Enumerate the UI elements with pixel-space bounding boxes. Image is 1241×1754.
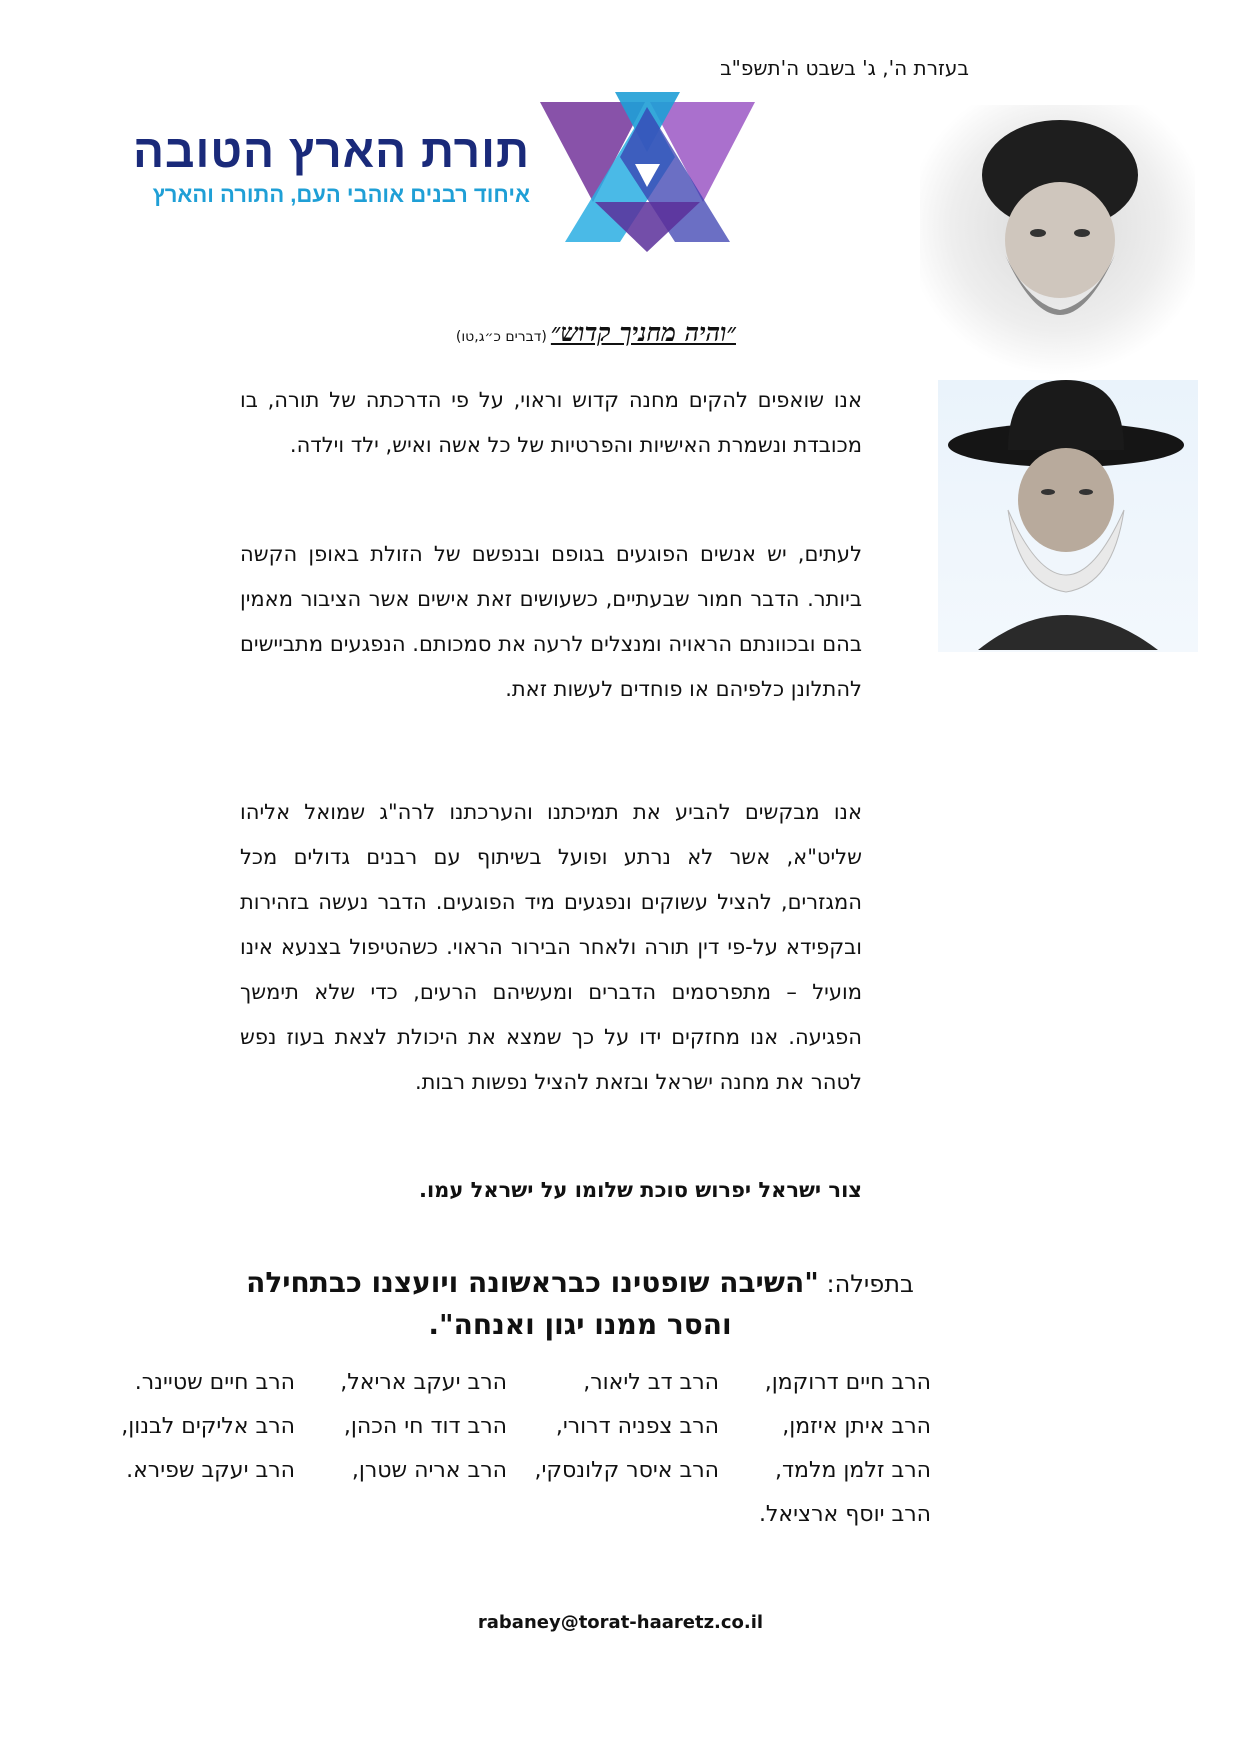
signatory: הרב זלמן מלמד, [775, 1458, 931, 1483]
closing-blessing: צור ישראל יפרוש סוכת שלומו על ישראל עמו. [418, 1178, 862, 1202]
contact-email[interactable]: rabaney@torat-haaretz.co.il [477, 1612, 764, 1633]
signatory-row [83, 1370, 931, 1414]
logo-subtitle: איחוד רבנים אוהבי העם, התורה והארץ [152, 182, 530, 207]
signatory: הרב חיים שטיינר. [134, 1370, 295, 1395]
prayer-quote: "השיבה שופטינו כבראשונה ויועצנו כבתחילה והסר ממנו יגון ואנחה". [246, 1266, 819, 1341]
signatory-row [83, 1502, 931, 1546]
title-reference: (דברים כ״ג,טו) [455, 329, 547, 345]
rabbi-portrait-top [920, 105, 1195, 375]
signatory-row [83, 1458, 931, 1502]
signatory: הרב צפניה דרורי, [555, 1414, 719, 1439]
signatory-row [83, 1414, 931, 1458]
rabbi-portrait-bottom [938, 380, 1198, 652]
title-main: ״והיה מחניך קדוש״ [550, 318, 736, 347]
prayer-label: בתפילה: [818, 1270, 914, 1298]
signatory: הרב חיים דרוקמן, [764, 1370, 931, 1395]
signatories-list [83, 1370, 931, 1546]
signatory: הרב אריה שטרן, [351, 1458, 507, 1483]
paragraph-2: לעתים, יש אנשים הפוגעים בגופם ובנפשם של הזולת באופן הקשה ביותר. הדבר חמור שבעתיים, כשעושים זאת אישים אשר הציבור מאמין בהם ובכוונתם הראויה ומנצלים לרעה את סמכותם. הנפגעים מתביישים להתלונן כלפיהם או פוחדים לעשות זאת. [240, 542, 862, 701]
signatory: הרב דוד חי הכהן, [343, 1414, 507, 1439]
signatory: הרב איסר קלונסקי, [534, 1458, 719, 1483]
page-title [456, 318, 736, 348]
signatory: הרב יעקב שפירא. [126, 1458, 295, 1483]
signatory: הרב דב ליאור, [583, 1370, 719, 1395]
logo-title: תורת הארץ הטובה [132, 125, 530, 177]
organization-logo [132, 92, 760, 252]
paragraph-3: אנו מבקשים להביע את תמיכתנו והערכתנו לרה"ג שמואל אליהו שליט"א, אשר לא נרתע ופועל בשיתוף עם רבנים גדולים מכל המגזרים, להציל עשוקים ונפגעים מיד הפוגעים. הדבר נעשה בזהירות ובקפידא על-פי דין תורה ולאחר הבירור הראוי. כשהטיפול בצנעא אינו מועיל – מתפרסמים הדברים ומעשיהם הרעים, כדי שלא תימשך הפגיעה. אנו מחזקים ידו על כך שמצא את היכולת לצאת בעוז נפש לטהר את מחנה ישראל ובזאת להציל נפשות רבות. [240, 800, 862, 1094]
signatory: הרב יעקב אריאל, [340, 1370, 507, 1395]
prayer-block [230, 1262, 930, 1346]
signatory: הרב אליקים לבנון, [121, 1414, 295, 1439]
logo-star-icon [535, 92, 760, 252]
signatory: הרב איתן איזמן, [782, 1414, 931, 1439]
signatory: הרב יוסף ארציאל. [758, 1502, 931, 1527]
paragraph-1: אנו שואפים להקים מחנה קדוש וראוי, על פי הדרכתה של תורה, בו מכובדת ונשמרת האישיות והפרטיות של כל אשה ואיש, ילד וילדה. [240, 388, 862, 457]
document-date: בעזרת ה', ג' בשבט ה'תשפ"ב [720, 56, 969, 80]
